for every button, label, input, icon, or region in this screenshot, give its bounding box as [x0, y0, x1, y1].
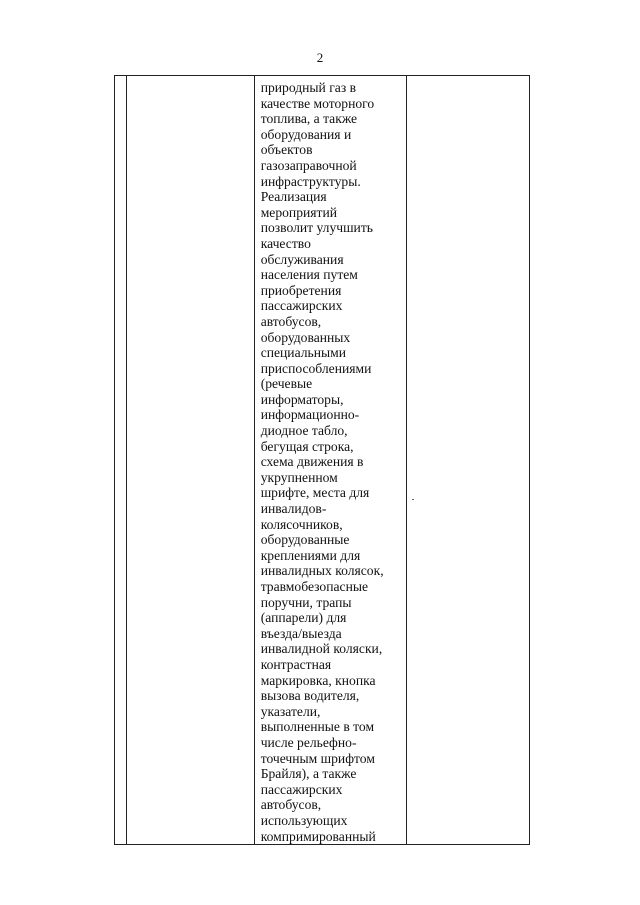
scan-speck — [412, 499, 414, 500]
description-line: компримированный — [260, 828, 376, 844]
description-line: диодное табло, — [260, 423, 348, 439]
description-line: креплениями для — [260, 547, 361, 563]
description-line: инвалидной коляски, — [260, 641, 383, 657]
description-line: въезда/выезда — [260, 625, 342, 641]
description-line: специальными — [260, 345, 347, 361]
description-line: выполненные в том — [260, 719, 375, 735]
description-line: вызова водителя, — [260, 688, 360, 704]
description-line: инвалидов- — [260, 501, 327, 517]
description-line: оборудованные — [260, 532, 350, 548]
description-line: информационно- — [260, 407, 360, 423]
description-line: точечным шрифтом — [260, 750, 375, 766]
description-line: (речевые — [260, 376, 313, 392]
description-line: информаторы, — [260, 391, 344, 407]
description-line: качестве моторного — [260, 95, 375, 111]
page-number: 2 — [316, 50, 324, 65]
description-line: использующих — [260, 812, 348, 828]
table-cell-description — [254, 76, 406, 845]
description-line: бегущая строка, — [260, 438, 354, 454]
description-line: автобусов, — [260, 797, 322, 813]
description-line: Брайля), а также — [260, 766, 357, 782]
table-row — [115, 76, 530, 845]
table-cell-name — [127, 76, 254, 845]
description-line: шрифте, места для — [260, 485, 370, 501]
description-line: приобретения — [260, 282, 342, 298]
description-line: автобусов, — [260, 313, 322, 329]
description-line: мероприятий — [260, 204, 338, 220]
description-line: схема движения в — [260, 454, 364, 470]
description-line: указатели, — [260, 703, 321, 719]
description-line: оборудования и — [260, 126, 352, 142]
description-line: приспособлениями — [260, 360, 372, 376]
table-cell-index — [115, 76, 127, 845]
description-line: населения путем — [260, 267, 358, 283]
description-line: Реализация — [260, 189, 327, 205]
description-line: топлива, а также — [260, 111, 358, 127]
table-cell-notes — [406, 76, 529, 845]
description-line: пассажирских — [260, 781, 343, 797]
description-line: числе рельефно- — [260, 734, 357, 750]
description-line: пассажирских — [260, 298, 343, 314]
description-line: инфраструктуры. — [260, 173, 361, 189]
description-line: объектов — [260, 142, 313, 158]
description-line: контрастная — [260, 656, 332, 672]
description-line: оборудованных — [260, 329, 351, 345]
description-line: обслуживания — [260, 251, 344, 267]
description-line: качество — [260, 235, 311, 251]
description-line: поручни, трапы — [260, 594, 352, 610]
description-line: инвалидных колясок, — [260, 563, 384, 579]
description-line: природный газ в — [260, 80, 357, 95]
description-line: травмобезопасные — [260, 579, 369, 594]
description-line: позволит улучшить — [260, 220, 373, 236]
description-line: газозаправочной — [260, 157, 357, 173]
description-line: укрупненном — [260, 469, 338, 485]
description-text — [255, 76, 406, 844]
description-line: (аппарели) для — [260, 610, 347, 626]
description-line: маркировка, кнопка — [260, 672, 376, 688]
program-table — [114, 75, 530, 845]
description-line: колясочников, — [260, 516, 343, 532]
